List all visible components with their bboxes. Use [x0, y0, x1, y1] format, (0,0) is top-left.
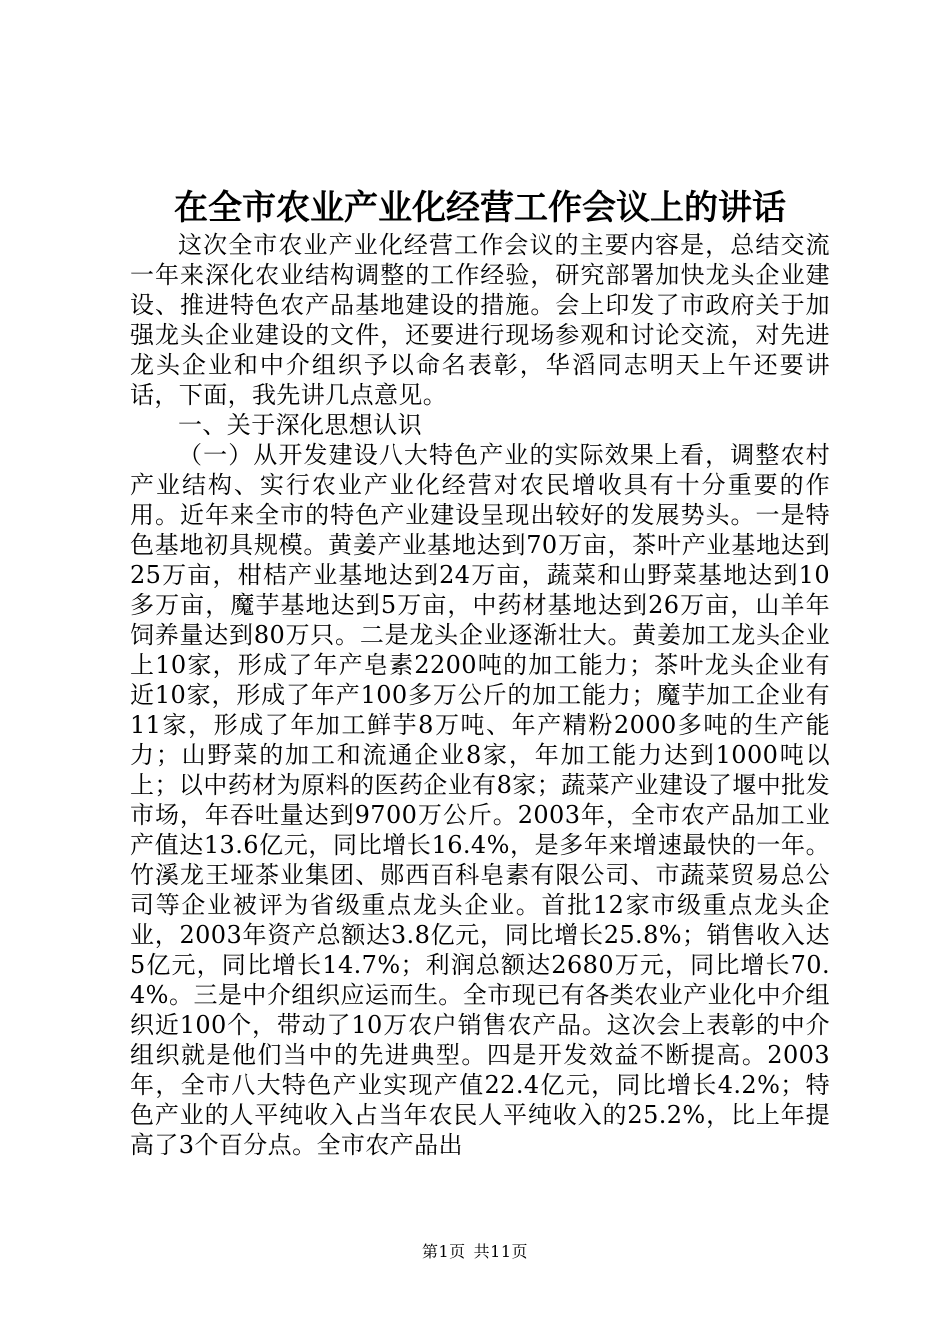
document-body: [130, 230, 830, 1160]
section-heading: 一、关于深化思想认识: [178, 411, 422, 439]
page-footer: [0, 1242, 950, 1262]
page-number: 第1页: [421, 1242, 466, 1261]
intro-paragraph: 这次全市农业产业化经营工作会议的主要内容是，总结交流一年来深化农业结构调整的工作经验，研究部署加快龙头企业建设、推进特色农产品基地建设的措施。会上印发了市政府关于加强龙头企业建设的文件，还要进行现场参观和讨论交流，对先进龙头企业和中介组织予以命名表彰，华滔同志明天上午还要讲话，下面，我先讲几点意见。: [130, 231, 830, 409]
page-total: 共11页: [473, 1242, 529, 1261]
section-paragraph: （一）从开发建设八大特色产业的实际效果上看，调整农村产业结构、实行农业产业化经营对农民增收具有十分重要的作用。近年来全市的特色产业建设呈现出较好的发展势头。一是特色基地初具规模。黄姜产业基地达到70万亩，茶叶产业基地达到25万亩，柑桔产业基地达到24万亩，蔬菜和山野菜基地达到10多万亩，魔芋基地达到5万亩，中药材基地达到26万亩，山羊年饲养量达到80万只。二是龙头企业逐渐壮大。黄姜加工龙头企业上10家，形成了年产皂素2200吨的加工能力；茶叶龙头企业有近10家，形成了年产100多万公斤的加工能力；魔芋加工企业有11家，形成了年加工鲜芋8万吨、年产精粉2000多吨的生产能力；山野菜的加工和流通企业8家，年加工能力达到1000吨以上；以中药材为原料的医药企业有8家；蔬菜产业建设了堰中批发市场，年吞吐量达到9700万公斤。2003年，全市农产品加工业产值达13.6亿元，同比增长16.4%，是多年来增速最快的一年。竹溪龙王垭茶业集团、郧西百科皂素有限公司、市蔬菜贸易总公司等企业被评为省级重点龙头企业。首批12家市级重点龙头企业，2003年资产总额达3.8亿元，同比增长25.8%；销售收入达5亿元，同比增长14.7%；利润总额达2680万元，同比增长70.4%。三是中介组织应运而生。全市现已有各类农业产业化中介组织近100个，带动了10万农户销售农产品。这次会上表彰的中介组织就是他们当中的先进典型。四是开发效益不断提高。2003年，全市八大特色产业实现产值22.4亿元，同比增长4.2%；特色产业的人平纯收入占当年农民人平纯收入的25.2%，比上年提高了3个百分点。全市农产品出: [130, 441, 830, 1159]
document-title: 在全市农业产业化经营工作会议上的讲话: [174, 188, 786, 228]
